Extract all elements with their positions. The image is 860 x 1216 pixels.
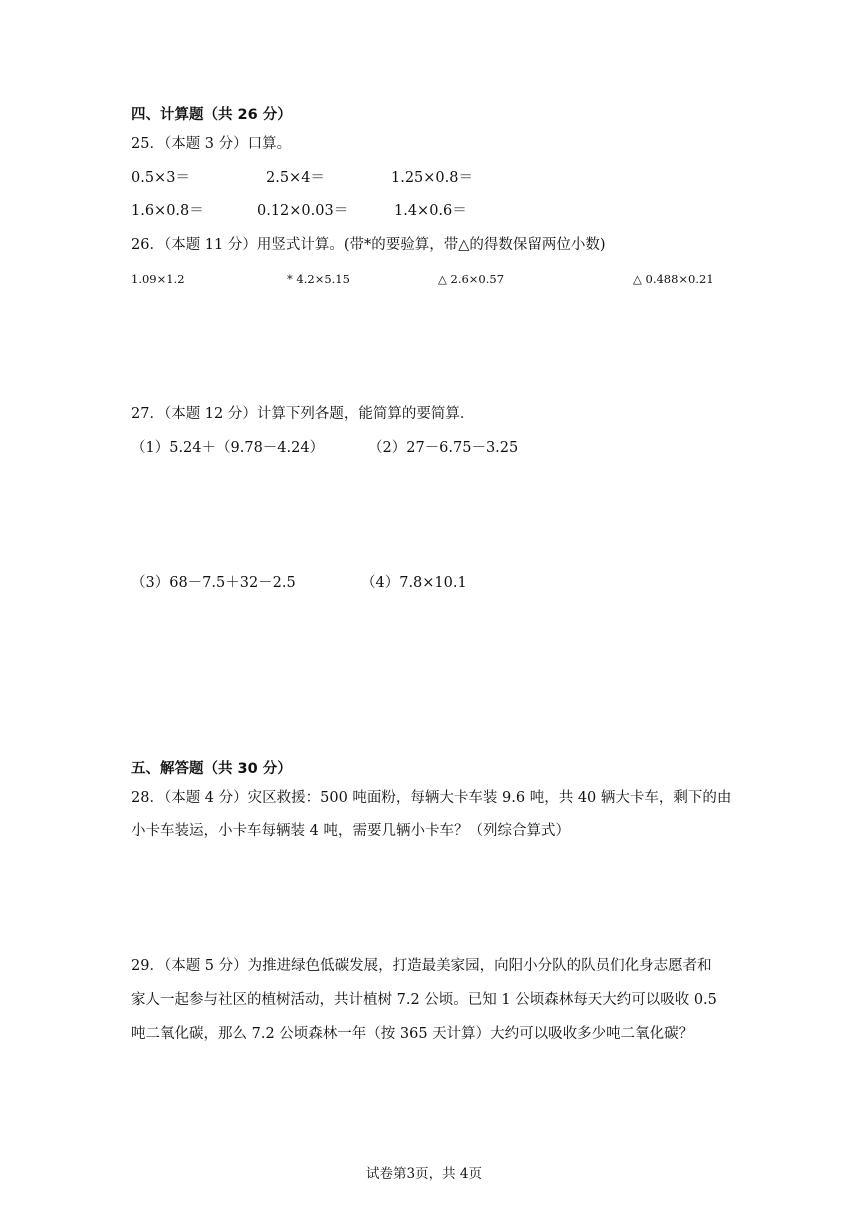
q28-line: 28．（本题 4 分）灾区救援：500 吨面粉，每辆大卡车装 9.6 吨，共 40 辆大卡车，剩下的由 <box>131 790 732 806</box>
q27-stem: 27．（本题 12 分）计算下列各题，能简算的要简算． <box>131 406 475 422</box>
q26-item: 1.09×1.2 <box>131 272 185 286</box>
q25-item: 0.5×3＝ <box>131 170 190 186</box>
page-footer: 试卷第3页，共 4页 <box>366 1166 482 1182</box>
q28-line: 小卡车装运，小卡车每辆装 4 吨，需要几辆小卡车？（列综合算式） <box>131 823 570 839</box>
q25-item: 1.25×0.8＝ <box>391 170 473 186</box>
q27-item: （3）68－7.5＋32－2.5 <box>131 575 296 591</box>
q25-item: 2.5×4＝ <box>266 170 325 186</box>
q29-line: 家人一起参与社区的植树活动，共计植树 7.2 公顷。已知 1 公顷森林每天大约可以吸收 0.5 <box>131 992 717 1008</box>
section-4-title: 四、计算题（共 26 分） <box>131 107 292 123</box>
section-5-title: 五、解答题（共 30 分） <box>131 761 292 777</box>
q27-item: （2）27－6.75－3.25 <box>368 440 519 456</box>
q27-item: （1）5.24＋（9.78－4.24） <box>131 440 325 456</box>
q29-line: 吨二氧化碳，那么 7.2 公顷森林一年（按 365 天计算）大约可以吸收多少吨二氧化碳？ <box>131 1026 694 1042</box>
q27-item: （4）7.8×10.1 <box>361 575 467 591</box>
q26-item: △ 2.6×0.57 <box>438 272 505 286</box>
q29-line: 29．（本题 5 分）为推进绿色低碳发展，打造最美家园，向阳小分队的队员们化身志愿者和 <box>131 958 712 974</box>
q25-item: 0.12×0.03＝ <box>257 203 349 219</box>
q25-item: 1.4×0.6＝ <box>394 203 467 219</box>
q26-stem: 26．（本题 11 分）用竖式计算。(带*的要验算，带△的得数保留两位小数) <box>131 237 606 253</box>
q25-item: 1.6×0.8＝ <box>131 203 204 219</box>
q25-stem: 25．（本题 3 分）口算。 <box>131 136 292 152</box>
q26-item: * 4.2×5.15 <box>287 272 350 286</box>
q26-item: △ 0.488×0.21 <box>633 272 714 286</box>
